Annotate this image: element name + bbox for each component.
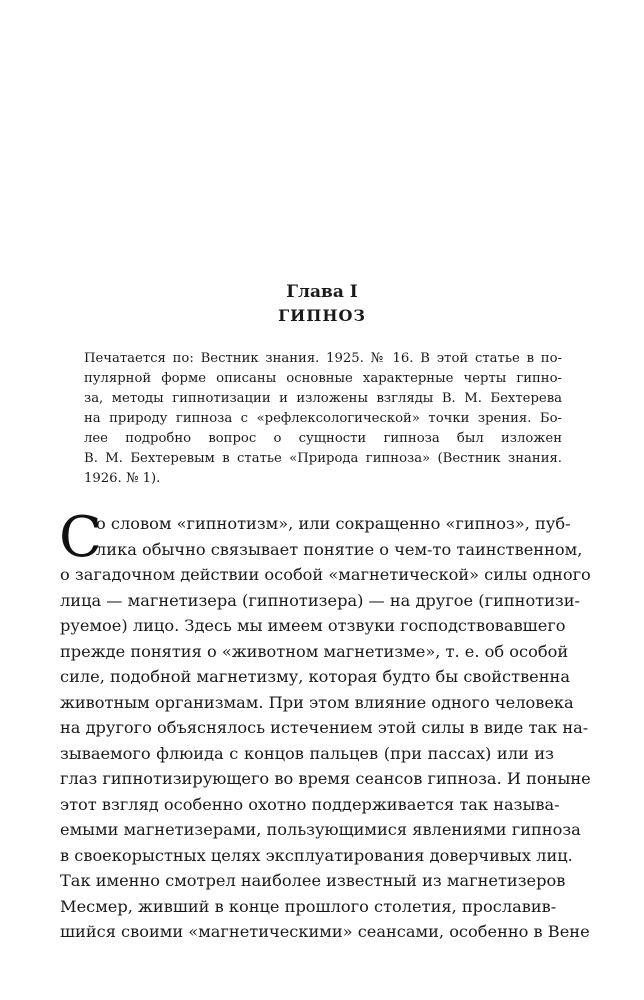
body-line: этот взгляд особенно охотно поддерживается так называ- bbox=[60, 794, 560, 814]
body-line: шийся своими «магнетическими» сеансами, особенно в Вене bbox=[60, 922, 590, 941]
note-line: лее подробно вопрос о сущности гипноза был изложен bbox=[84, 431, 562, 446]
body-line: силе, подобной магнетизму, которая будто бы свойственна bbox=[60, 667, 570, 686]
body-line: руемое) лицо. Здесь мы имеем отзвуки господствовавшего bbox=[60, 616, 566, 635]
body-line: прежде понятия о «животном магнетизме», т. е. об особой bbox=[60, 641, 569, 661]
body-line: емыми магнетизерами, пользующимися явлениями гипноза bbox=[60, 820, 581, 839]
body-line: лика обычно связывает понятие о чем-то таинственном, bbox=[96, 539, 583, 559]
body-line: Месмер, живший в конце прошлого столетия, прославив- bbox=[60, 896, 557, 916]
body-line: животным организмам. При этом влияние одного человека bbox=[60, 692, 574, 712]
chapter-title: ГИПНОЗ bbox=[278, 306, 366, 325]
note-line: на природу гипноза с «рефлексологической» точки зрения. Бо- bbox=[84, 411, 562, 426]
note-line: Печатается по: Вестник знания. 1925. № 16. В этой статье в по- bbox=[84, 351, 562, 366]
note-line: за, методы гипнотизации и изложены взгляды В. М. Бехтерева bbox=[84, 391, 562, 406]
body-line: на другого объяснялось истечением этой силы в виде так на- bbox=[60, 718, 589, 737]
note-line: В. М. Бехтеревым в статье «Природа гипноза» (Вестник знания. bbox=[84, 451, 562, 466]
body-line: в своекорыстных целях эксплуатирования доверчивых лиц. bbox=[60, 845, 573, 865]
body-line: зываемого флюида с концов пальцев (при пассах) или из bbox=[60, 743, 554, 763]
body-line: о словом «гипнотизм», или сокращенно «гипноз», пуб- bbox=[96, 514, 571, 533]
drop-cap: С bbox=[59, 505, 102, 570]
body-text bbox=[59, 505, 591, 945]
body-line: лица — магнетизера (гипнотизера) — на другое (гипнотизи- bbox=[60, 590, 581, 610]
body-line: о загадочном действии особой «магнетической» силы одного bbox=[60, 565, 591, 584]
note-line: пулярной форме описаны основные характерные черты гипно- bbox=[84, 371, 562, 386]
chapter-number: Глава I bbox=[286, 282, 358, 302]
body-line: Так именно смотрел наиболее известный из магнетизеров bbox=[60, 871, 566, 890]
source-note bbox=[84, 349, 562, 489]
body-line: глаз гипнотизирующего во время сеансов гипноза. И поныне bbox=[60, 769, 591, 788]
note-line: 1926. № 1). bbox=[84, 471, 161, 486]
